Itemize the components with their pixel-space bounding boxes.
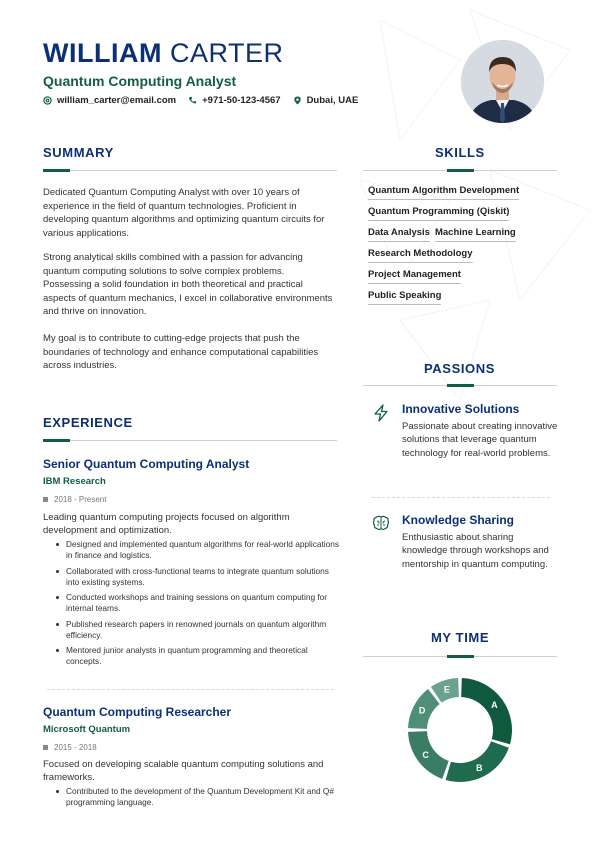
summary-paragraph-3: My goal is to contribute to cutting-edge projects that push the boundaries of technology and enhance computational capabilities across industries. (43, 333, 319, 371)
job-dates-1 (43, 495, 106, 504)
job-dates-text-1: 2018 - Present (54, 495, 107, 504)
job-bullets-2 (55, 786, 340, 813)
job-title-1: Senior Quantum Computing Analyst (43, 457, 250, 471)
skill-tag: Quantum Programming (Qiskit) (368, 206, 509, 221)
skill-tag: Data Analysis (368, 227, 430, 242)
list-item: Designed and implemented quantum algorithms for real-world applications in finance and logistics. (55, 539, 340, 561)
donut-slice-b (446, 741, 509, 782)
location-pin-icon (293, 96, 302, 105)
experience-accent (43, 439, 70, 442)
calendar-icon (43, 497, 48, 502)
email-text: william_carter@email.com (57, 95, 177, 106)
job-dates-text-2: 2015 - 2018 (54, 743, 97, 752)
company-2: Microsoft Quantum (43, 724, 131, 735)
calendar-icon (43, 745, 48, 750)
summary-rule (43, 170, 337, 171)
contact-bar (43, 95, 358, 106)
skill-tag: Project Management (368, 269, 461, 284)
job-title-2: Quantum Computing Researcher (43, 705, 232, 719)
passion-description-2: Enthusiastic about sharing knowledge through workshops and mentorship in quantum computing. (402, 532, 549, 570)
company-1: IBM Research (43, 476, 106, 487)
profile-photo (461, 40, 544, 123)
donut-label-d: D (418, 705, 426, 716)
phone-text: +971-50-123-4567 (202, 95, 281, 106)
passion-title-1: Innovative Solutions (402, 402, 520, 416)
lightning-icon (372, 404, 390, 422)
donut-label-a: A (491, 700, 498, 711)
location-contact (293, 95, 359, 106)
skill-tag: Machine Learning (435, 227, 516, 242)
experience-rule (43, 440, 337, 441)
phone-icon (188, 96, 197, 105)
skill-tag: Quantum Algorithm Development (368, 185, 519, 200)
first-name: WILLIAM (43, 38, 162, 68)
time-donut-chart (400, 670, 520, 790)
passion-description-1: Passionate about creating innovative solutions that leverage quantum technology for real-world problems. (402, 421, 558, 459)
skill-tag: Public Speaking (368, 290, 441, 305)
phone-contact[interactable] (188, 95, 280, 106)
donut-label-c: C (422, 749, 429, 760)
job-bullets-1 (55, 539, 340, 672)
skills-heading: SKILLS (435, 145, 485, 160)
list-item: Mentored junior analysts in quantum programming and theoretical concepts. (55, 645, 340, 667)
list-item: Published research papers in renowned journals on quantum algorithm efficiency. (55, 619, 340, 641)
brain-icon (372, 514, 390, 532)
skill-tag: Research Methodology (368, 248, 473, 263)
summary-accent (43, 169, 70, 172)
candidate-name (43, 38, 284, 69)
last-name: CARTER (169, 38, 284, 68)
job-divider (47, 689, 334, 690)
skills-list (368, 185, 563, 311)
job-description-1: Leading quantum computing projects focused on algorithm development and optimization. (43, 512, 290, 536)
experience-heading: EXPERIENCE (43, 415, 133, 430)
donut-slice-a (461, 678, 512, 744)
donut-label-b: B (476, 762, 483, 773)
location-text: Dubai, UAE (306, 95, 359, 106)
list-item: Contributed to the development of the Quantum Development Kit and Q# programming language. (55, 786, 340, 808)
skills-accent (447, 169, 474, 172)
job-role: Quantum Computing Analyst (43, 73, 237, 89)
my-time-accent (447, 655, 474, 658)
my-time-heading: MY TIME (431, 630, 490, 645)
summary-paragraph-2: Strong analytical skills combined with a passion for advancing quantum computing solutions to solve complex problems. Possessing a solid foundation in both theoretical and practical aspects of quantum mechanics, I excel in collaborative environments and thrive on innovation. (43, 252, 333, 317)
passions-accent (447, 384, 474, 387)
summary-paragraph-1: Dedicated Quantum Computing Analyst with over 10 years of experience in the field of quantum technologies. Proficient in developing quantum algorithms and optimizing quantum circuits for various applications. (43, 187, 325, 239)
list-item: Collaborated with cross-functional teams to integrate quantum solutions into existing systems. (55, 566, 340, 588)
job-description-2: Focused on developing scalable quantum computing solutions and frameworks. (43, 759, 324, 783)
donut-label-e: E (443, 684, 450, 695)
list-item: Conducted workshops and training sessions on quantum computing for internal teams. (55, 592, 340, 614)
passion-title-2: Knowledge Sharing (402, 513, 515, 527)
summary-heading: SUMMARY (43, 145, 114, 160)
job-dates-2 (43, 743, 97, 752)
passion-divider (372, 497, 550, 498)
email-contact[interactable] (43, 95, 176, 106)
passions-heading: PASSIONS (424, 361, 496, 376)
at-icon (43, 96, 52, 105)
